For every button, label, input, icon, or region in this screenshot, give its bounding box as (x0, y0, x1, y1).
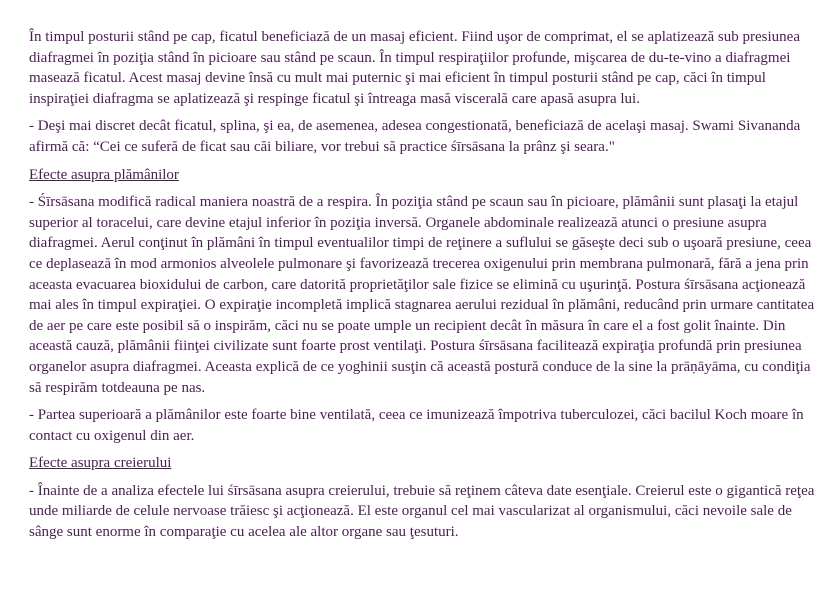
paragraph-lungs-breathing: - Śīrsāsana modifică radical maniera noastră de a respira. În poziţia stând pe scaun sau în picioare, plămânii sunt plasaţi la etajul superior al toracelui, care devine etajul inferior în poziţia inversă. Organele abdominale realizează atunci o presiune asupra diafragmei. Aerul conţinut în plămâni în timpul eventualilor timpi de reţinere a suflului se găseşte deci sub o uşoară presiune, ceea ce deplasează în mod armonios alveolele pulmonare şi favorizează trecerea oxigenului prin membrana pulmonară, fără a jena prin aceasta evacuarea bioxidului de carbon, care datorită proprietăţilor sale fizice se elimină cu uşurinţă. Postura śīrsāsana acţionează mai ales în timpul expiraţiei. O expiraţie incompletă implică stagnarea aerului rezidual în plămâni, reducând prin urmare cantitatea de aer pe care este posibil să o inspirăm, căci nu se poate umple un recipient decât în măsura în care el a fost golit înainte. Din această cauză, plămânii fiinţei civilizate sunt foarte prost ventilaţi. Postura śīrsāsana facilitează expiraţia profundă prin presiunea organelor asupra diafragmei. Aceasta explică de ce yoghinii susţin că această postură conduce de la sine la prāṇāyāma, cu condiţia să respirăm totdeauna pe nas. (29, 194, 815, 396)
paragraph-brain: - Înainte de a analiza efectele lui śīrsāsana asupra creierului, trebuie să reţinem câteva date esenţiale. Creierul este o gigantică reţea unde miliarde de celule nervoase trăiesc şi acţionează. El este organul cel mai vascularizat al organismului, căci nevoile sale de sânge sunt enorme în comparaţie cu acelea ale altor organe sau ţesuturi. (29, 482, 815, 541)
paragraph-spleen: - Deşi mai discret decât ficatul, splina, şi ea, de asemenea, adesea congestionată, beneficiază de acelaşi masaj. Swami Sivananda afirmă că: “Cei ce suferă de ficat sau căi biliare, vor trebui să practice śīrsāsana la prânz şi seara." (29, 118, 801, 155)
section-heading-lungs: Efecte asupra plămânilor (29, 166, 179, 183)
paragraph-liver-massage: În timpul posturii stând pe cap, ficatul beneficiază de un masaj eficient. Fiind uşor de comprimat, el se aplatizează sub presiunea diafragmei în poziţia stând în picioare sau stând pe scaun. În timpul respiraţiilor profunde, mişcarea de du-te-vino a diafragmei masează ficatul. Acest masaj devine însă cu mult mai puternic şi mai eficient în timpul posturii stând pe cap, căci în timpul inspiraţiei diafragma se aplatizează şi respinge ficatul şi întreaga masă viscerală care apasă asupra lui. (29, 29, 800, 107)
paragraph-lungs-ventilation: - Partea superioară a plămânilor este foarte bine ventilată, ceea ce imunizează împotriva tuberculozei, căci bacilul Koch moare în contact cu oxigenul din aer. (29, 407, 804, 444)
section-heading-brain: Efecte asupra creierului (29, 455, 172, 472)
